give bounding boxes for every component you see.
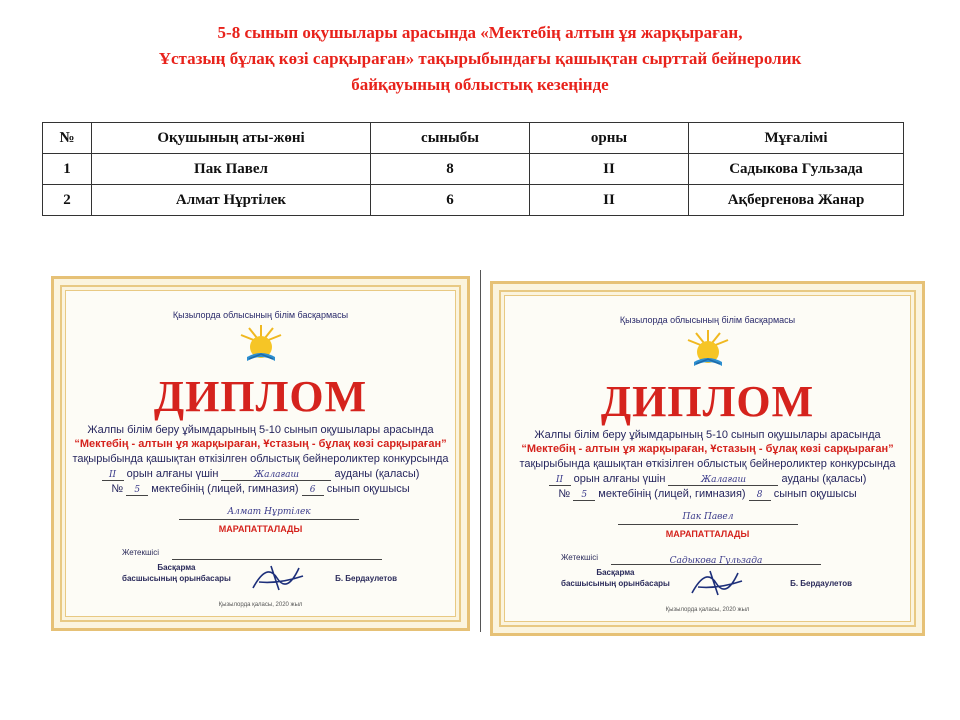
place-fill: II bbox=[102, 470, 124, 481]
cell-number: 2 bbox=[43, 185, 92, 216]
emblem-icon bbox=[684, 328, 732, 368]
diploma-line-2: “Мектебің - алтын ұя жарқыраған, Ұстазың - бұлақ көзі сарқыраған” bbox=[74, 438, 447, 450]
award-text: МАРАПАТТАЛАДЫ bbox=[665, 529, 750, 539]
cell-grade: 8 bbox=[371, 154, 530, 185]
title-line-3: байқауының облыстық кезеңінде bbox=[351, 75, 609, 94]
school-text: мектебінің (лицей, гимназия) bbox=[598, 488, 746, 500]
title-line-1: 5-8 сынып оқушылары арасында «Мектебің алтын ұя жарқыраған, bbox=[217, 23, 743, 42]
cell-teacher: Садыкова Гульзада bbox=[689, 154, 904, 185]
col-teacher: Мұғалімі bbox=[689, 123, 904, 154]
dept-line-1: Басқарма bbox=[157, 563, 196, 572]
diploma-line-school bbox=[493, 488, 922, 501]
grade-text: сынып оқушысы bbox=[773, 488, 857, 500]
signer-name: Б. Бердаулетов bbox=[790, 579, 852, 588]
district-fill: Жалағаш bbox=[221, 470, 331, 481]
divider bbox=[480, 270, 481, 632]
signature-icon bbox=[688, 563, 748, 599]
diploma-footer: Қызылорда қаласы, 2020 жыл bbox=[218, 602, 303, 608]
cell-grade: 6 bbox=[371, 185, 530, 216]
school-text: мектебінің (лицей, гимназия) bbox=[151, 483, 299, 495]
dept-line-2: басшысының орынбасары bbox=[561, 579, 670, 588]
supervisor-label: Жетекшісі bbox=[561, 553, 598, 562]
supervisor-label: Жетекшісі bbox=[122, 548, 159, 557]
diploma-heading: ДИПЛОМ bbox=[153, 372, 368, 421]
diploma-line-2: “Мектебің - алтын ұя жарқыраған, Ұстазың - бұлақ көзі сарқыраған” bbox=[521, 443, 894, 455]
signer-name: Б. Бердаулетов bbox=[335, 574, 397, 583]
cell-student-name: Пак Павел bbox=[92, 154, 371, 185]
col-grade: сыныбы bbox=[371, 123, 530, 154]
cell-place: II bbox=[530, 185, 689, 216]
table-row bbox=[43, 154, 904, 185]
num-prefix: № bbox=[111, 483, 124, 495]
diploma-line-1: Жалпы білім беру ұйымдарының 5-10 сынып оқушылары арасында bbox=[534, 429, 881, 441]
diploma-line-school bbox=[54, 483, 467, 496]
cell-place: II bbox=[530, 154, 689, 185]
student-name: Алмат Нұртілек bbox=[179, 507, 359, 520]
diploma-right bbox=[490, 281, 925, 636]
emblem-icon bbox=[237, 323, 285, 363]
district-fill: Жалағаш bbox=[668, 475, 778, 486]
grade-fill: 6 bbox=[302, 485, 324, 496]
dept-title bbox=[122, 562, 231, 584]
diploma-line-3: тақырыбында қашықтан өткізілген облыстық бейнероликтер конкурсында bbox=[72, 453, 449, 465]
title-line-2: Ұстазың бұлақ көзі сарқыраған» тақырыбындағы қашықтан сырттай бейнеролик bbox=[158, 49, 802, 68]
diploma-line-place bbox=[54, 468, 467, 481]
table-header-row bbox=[43, 123, 904, 154]
diploma-footer: Қызылорда қаласы, 2020 жыл bbox=[665, 607, 750, 613]
page-title bbox=[40, 20, 920, 98]
dept-title bbox=[561, 567, 670, 589]
cell-teacher: Ақбергенова Жанар bbox=[689, 185, 904, 216]
num-prefix: № bbox=[558, 488, 571, 500]
col-place: орны bbox=[530, 123, 689, 154]
diploma-line-1: Жалпы білім беру ұйымдарының 5-10 сынып оқушылары арасында bbox=[87, 424, 434, 436]
district-suffix: ауданы (қаласы) bbox=[781, 473, 867, 485]
grade-fill: 8 bbox=[749, 490, 771, 501]
dept-line-2: басшысының орынбасары bbox=[122, 574, 231, 583]
place-fill: II bbox=[549, 475, 571, 486]
place-text: орын алғаны үшін bbox=[573, 473, 666, 485]
place-text: орын алғаны үшін bbox=[126, 468, 219, 480]
col-number: № bbox=[43, 123, 92, 154]
school-fill: 5 bbox=[126, 485, 148, 496]
diploma-line-place bbox=[493, 473, 922, 486]
cell-student-name: Алмат Нұртілек bbox=[92, 185, 371, 216]
diploma-line-3: тақырыбында қашықтан өткізілген облыстық бейнероликтер конкурсында bbox=[519, 458, 896, 470]
signature-icon bbox=[249, 558, 309, 594]
diploma-heading: ДИПЛОМ bbox=[600, 377, 815, 426]
col-student-name: Оқушының аты-жөні bbox=[92, 123, 371, 154]
diploma-left bbox=[51, 276, 470, 631]
award-text: МАРАПАТТАЛАДЫ bbox=[218, 524, 303, 534]
cell-number: 1 bbox=[43, 154, 92, 185]
grade-text: сынып оқушысы bbox=[326, 483, 410, 495]
student-name: Пак Павел bbox=[618, 512, 798, 525]
results-table bbox=[42, 122, 904, 216]
dept-line-1: Басқарма bbox=[596, 568, 635, 577]
school-fill: 5 bbox=[573, 490, 595, 501]
diploma-org: Қызылорда облысының білім басқармасы bbox=[172, 310, 349, 320]
diploma-org: Қызылорда облысының білім басқармасы bbox=[619, 315, 796, 325]
district-suffix: ауданы (қаласы) bbox=[334, 468, 420, 480]
supervisor-name: Садыкова Гульзада bbox=[611, 556, 821, 565]
table-row bbox=[43, 185, 904, 216]
